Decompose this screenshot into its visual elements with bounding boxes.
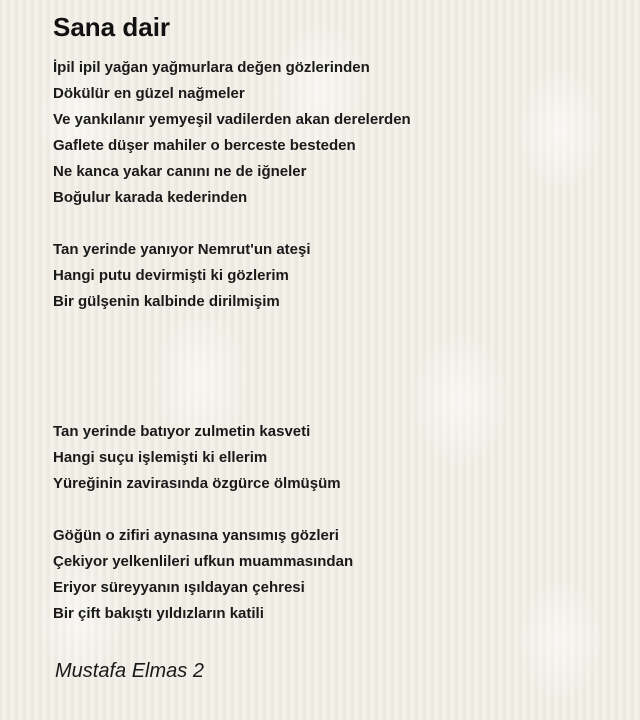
poem-line: Bir gülşenin kalbinde dirilmişim bbox=[53, 293, 280, 310]
poem-line: Yüreğinin zavirasında özgürce ölmüşüm bbox=[53, 475, 341, 492]
poem-line: Göğün o zifiri aynasına yansımış gözleri bbox=[53, 527, 339, 544]
poem-line: Hangi suçu işlemişti ki ellerim bbox=[53, 449, 268, 466]
stanza-break bbox=[53, 315, 613, 341]
poem-line: Gaflete düşer mahiler o berceste besteden bbox=[53, 137, 356, 154]
stanza-break bbox=[53, 211, 613, 237]
poem-line: Çekiyor yelkenlileri ufkun muammasından bbox=[53, 553, 354, 570]
stanza-break bbox=[53, 393, 613, 419]
poem-title: Sana dair bbox=[53, 12, 171, 42]
poem-line: Dökülür en güzel nağmeler bbox=[53, 85, 245, 102]
poem-line: Ne kanca yakar canını ne de iğneler bbox=[53, 163, 307, 180]
poem-author: Mustafa Elmas 2 bbox=[55, 660, 204, 682]
poem-body bbox=[53, 55, 613, 627]
poem-line: Eriyor süreyyanın ışıldayan çehresi bbox=[53, 579, 305, 596]
stanza-break bbox=[53, 367, 613, 393]
poem-line: Bir çift bakıştı yıldızların katili bbox=[53, 605, 264, 622]
poem-line: Tan yerinde yanıyor Nemrut'un ateşi bbox=[53, 241, 311, 258]
poem-line: İpil ipil yağan yağmurlara değen gözlerinden bbox=[53, 59, 370, 76]
poem-line: Boğulur karada kederinden bbox=[53, 189, 248, 206]
poem-line: Tan yerinde batıyor zulmetin kasveti bbox=[53, 423, 311, 440]
poem-container bbox=[53, 12, 613, 627]
stanza-break bbox=[53, 341, 613, 367]
stanza-break bbox=[53, 497, 613, 523]
poem-line: Ve yankılanır yemyeşil vadilerden akan derelerden bbox=[53, 111, 411, 128]
poem-line: Hangi putu devirmişti ki gözlerim bbox=[53, 267, 289, 284]
